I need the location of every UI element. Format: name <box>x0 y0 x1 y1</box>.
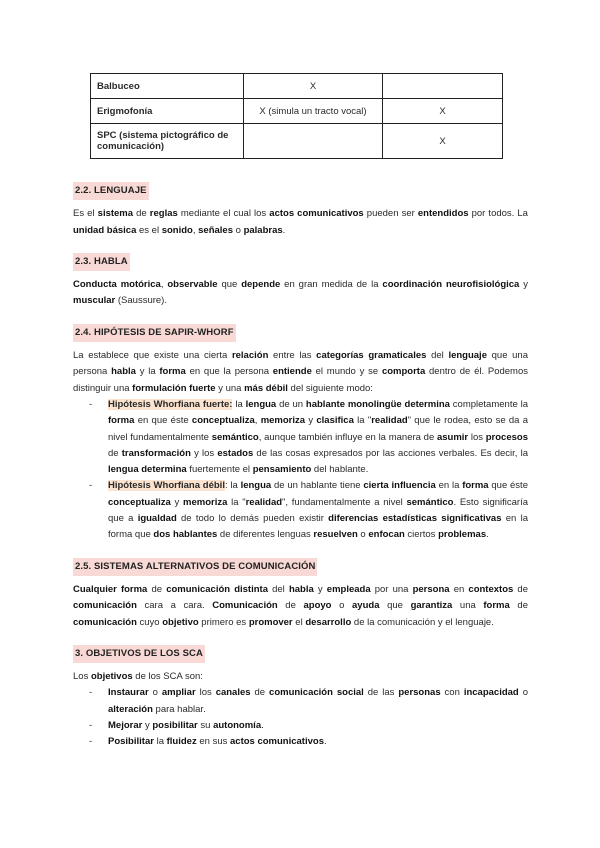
list-item: - Posibilitar la fluidez en sus actos comunicativos. <box>73 734 528 750</box>
paragraph: Cualquier forma de comunicación distinta del habla y empleada por una persona en contextos de comunicación cara a cara. Comunicación de apoyo o ayuda que garantiza una forma de comunicación cuyo objetivo primero es promover el desarrollo de la comunicación y el lenguaje. <box>73 583 528 628</box>
table-cell <box>244 124 383 159</box>
section-sapir-whorf <box>73 324 528 544</box>
list-item: - Instaurar o ampliar los canales de comunicación social de las personas con incapacidad o alteración para hablar. <box>73 685 528 718</box>
paragraph: Conducta motórica, observable que depende en gran medida de la coordinación neurofisiológica y muscular (Saussure). <box>73 279 528 307</box>
table-cell: X (simula un tracto vocal) <box>244 99 383 124</box>
list-item: - Hipótesis Whorfiana fuerte: la lengua de un hablante monolingüe determina completamente la forma en que éste conceptualiza, memoriza y clasifica la "realidad" que le rodea, esto se da a nivel fundamentalmente semántico, aunque también influye en la manera de asumir los procesos de transformación y los estados de las cosas expresados por las acciones verbales. Es decir, la lengua determina fuertemente el pensamiento del hablante. <box>73 397 528 478</box>
table-cell: X <box>244 74 383 99</box>
section-heading: 2.5. SISTEMAS ALTERNATIVOS DE COMUNICACIÓN <box>73 558 317 576</box>
hypothesis-list <box>73 397 528 544</box>
list-item: - Hipótesis Whorfiana débil: la lengua de un hablante tiene cierta influencia en la forma que éste conceptualiza y memoriza la "realidad", fundamentalmente a nivel semántico. Esto significaría que a igualdad de todo lo demás pueden existir diferencias estadísticas significativas en la forma que dos hablantes de diferentes lenguas resuelven o enfocan ciertos problemas. <box>73 478 528 543</box>
section-heading: 2.3. HABLA <box>73 253 130 271</box>
section-objetivos <box>73 645 528 751</box>
section-sistemas-alternativos <box>73 558 528 631</box>
table-cell: SPC (sistema pictográfico de comunicación) <box>91 124 244 159</box>
paragraph: La establece que existe una cierta relación entre las categorías gramaticales del lenguaje que una persona habla y la forma en que la persona entiende el mundo y se comporta dentro de él. Podemos distinguir una formulación fuerte y una más débil del siguiente modo: <box>73 350 529 394</box>
document-body <box>73 182 528 765</box>
section-heading: 3. OBJETIVOS DE LOS SCA <box>73 645 205 663</box>
section-heading: 2.4. HIPÓTESIS DE SAPIR-WHORF <box>73 324 236 342</box>
table-cell: X <box>383 124 503 159</box>
objectives-list <box>73 685 528 750</box>
paragraph: Los objetivos de los SCA son: <box>73 671 203 683</box>
table-cell: X <box>383 99 503 124</box>
section-heading: 2.2. LENGUAJE <box>73 182 149 200</box>
table-row <box>91 99 503 124</box>
list-item: - Mejorar y posibilitar su autonomía. <box>73 718 528 734</box>
sca-comparison-table <box>90 73 503 159</box>
section-lenguaje <box>73 182 528 239</box>
table-cell: Erigmofonía <box>91 99 244 124</box>
table-cell <box>383 74 503 99</box>
paragraph: Es el sistema de reglas mediante el cual los actos comunicativos pueden ser entendidos por todos. La unidad básica es el sonido, señales o palabras. <box>73 208 528 236</box>
table-row <box>91 74 503 99</box>
section-habla <box>73 253 528 310</box>
table-cell: Balbuceo <box>91 74 244 99</box>
table-row <box>91 124 503 159</box>
